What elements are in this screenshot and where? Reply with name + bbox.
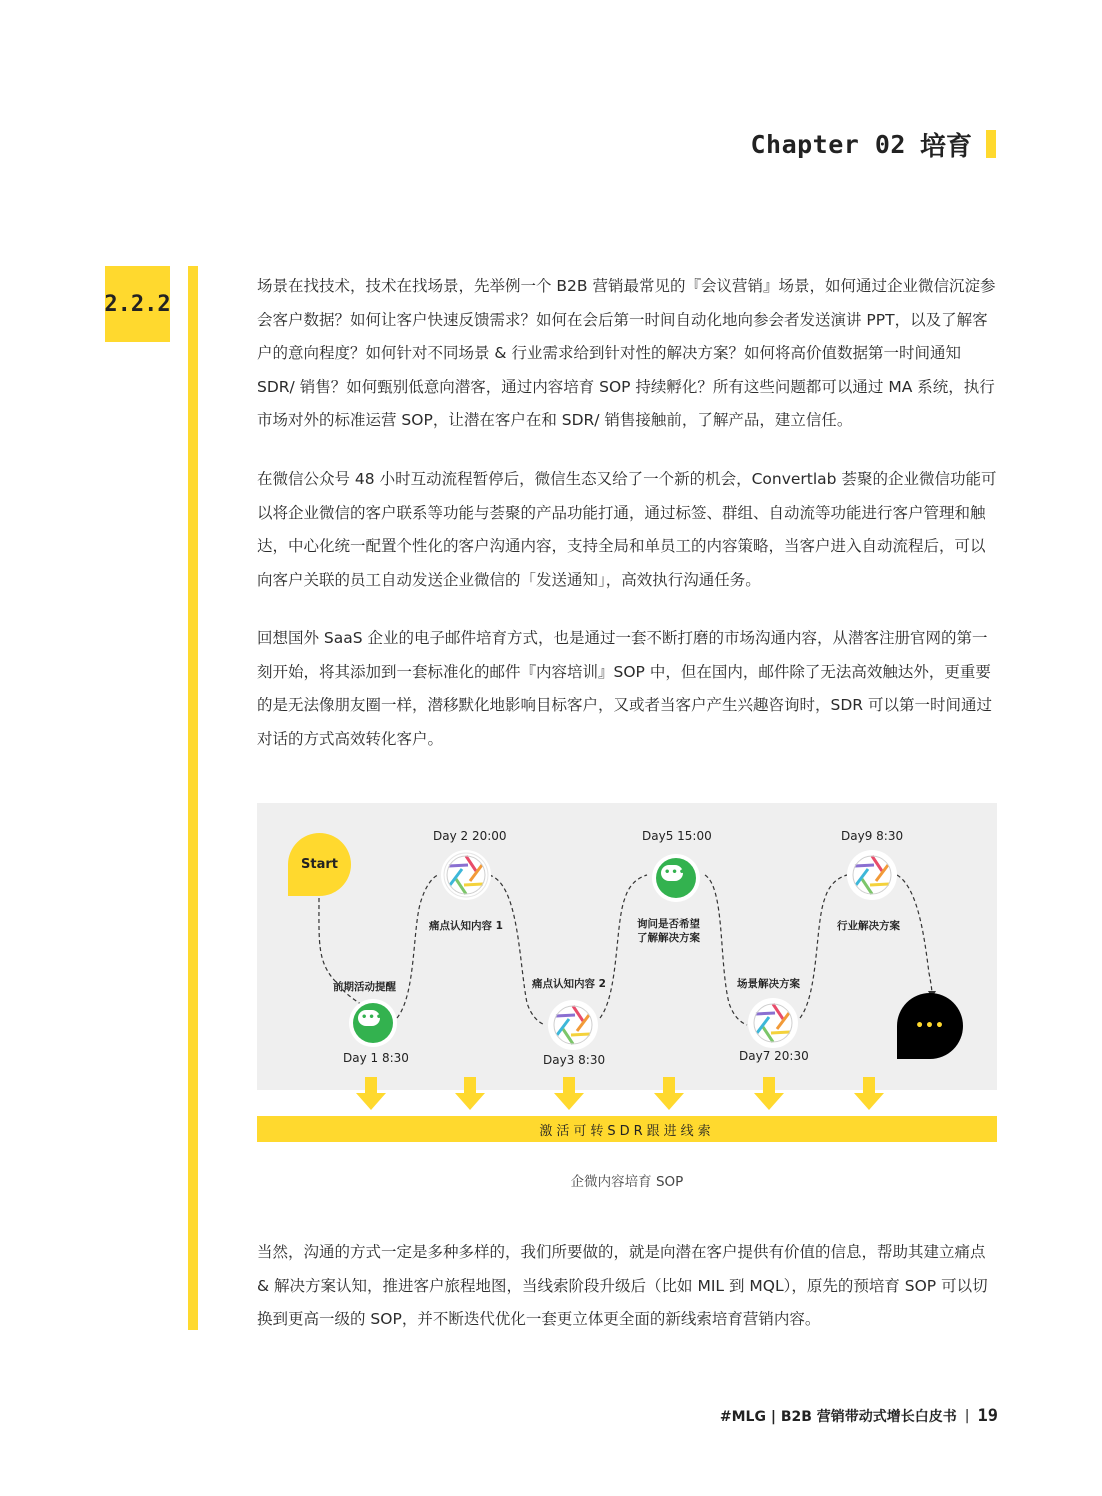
paragraph-1: 场景在找技术，技术在找场景，先举例一个 B2B 营销最常见的『会议营销』场景，如何通过企业微信沉淀参会客户数据？如何让客户快速反馈需求？如何在会后第一时间自动化地向参会者发送演讲 PPT，以及了解客户的意向程度？如何针对不同场景 & 行业需求给到针对性的解决方案？如何将高价值数据第一时间通知 SDR/ 销售？如何甄别低意向潜客，通过内容培育 SOP 持续孵化？所有这些问题都可以通过 MA 系统，执行市场对外的标准运营 SOP，让潜在客户在和 SDR/ 销售接触前，了解产品，建立信任。 bbox=[257, 277, 996, 429]
end-node bbox=[897, 993, 963, 1059]
page-footer bbox=[720, 1406, 998, 1426]
paragraph-4: 当然，沟通的方式一定是多种多样的，我们所要做的，就是向潜在客户提供有价值的信息，帮助其建立痛点 & 解决方案认知，推进客户旅程地图，当线索阶段升级后（比如 MIL 到 MQL），原先的预培育 SOP 可以切换到更高一级的 SOP，并不断迭代优化一套更立体更全面的新线索培育营销内容。 bbox=[257, 1243, 988, 1328]
node-time-day7: Day7 20:30 bbox=[739, 1049, 809, 1063]
start-node bbox=[288, 833, 351, 896]
down-arrow-icon bbox=[753, 1077, 785, 1111]
section-number: 2.2.2 bbox=[104, 291, 171, 317]
down-arrow-icon bbox=[355, 1077, 387, 1111]
connector-day1-day2 bbox=[397, 875, 439, 1018]
node-time-day9: Day9 8:30 bbox=[841, 829, 904, 843]
aperture-icon bbox=[847, 850, 897, 900]
chapter-label: Chapter 02 bbox=[750, 130, 906, 159]
node-time-day5: Day5 15:00 bbox=[642, 829, 712, 843]
footer-separator: | bbox=[964, 1408, 970, 1424]
aperture-icon bbox=[548, 1000, 598, 1050]
node-label-day2: 痛点认知内容 1 bbox=[429, 920, 503, 932]
chapter-title: 培育 bbox=[919, 132, 972, 162]
aperture-icon bbox=[441, 850, 491, 900]
start-label: Start bbox=[301, 857, 338, 872]
section-number-box bbox=[105, 266, 170, 342]
node-label-day7: 场景解决方案 bbox=[737, 978, 800, 990]
sdr-banner bbox=[257, 1116, 997, 1142]
node-label-day5 bbox=[637, 917, 700, 945]
node-label-day3: 痛点认知内容 2 bbox=[532, 978, 606, 990]
banner-text: 激活可转SDR跟进线索 bbox=[539, 1123, 715, 1139]
connector-day5-day7 bbox=[705, 875, 747, 1025]
chat-icon: ••• bbox=[652, 854, 700, 902]
down-arrow-icon bbox=[454, 1077, 486, 1111]
section-side-bar bbox=[188, 266, 198, 1330]
chat-icon: ••• bbox=[349, 999, 397, 1047]
node-label-day5-line1: 询问是否希望 bbox=[637, 918, 700, 930]
chapter-accent-bar bbox=[986, 130, 996, 158]
node-label-day5-line2: 了解解决方案 bbox=[637, 932, 700, 944]
node-time-day1: Day 1 8:30 bbox=[343, 1051, 409, 1065]
down-arrow-icon bbox=[553, 1077, 585, 1111]
chapter-header bbox=[750, 126, 972, 163]
end-label: ••• bbox=[915, 1018, 945, 1034]
footer-title: #MLG | B2B 营销带动式增长白皮书 bbox=[719, 1409, 957, 1425]
page-number: 19 bbox=[977, 1406, 998, 1426]
connector-day2-day3 bbox=[489, 875, 545, 1025]
node-label-day1: 前期活动提醒 bbox=[333, 981, 396, 993]
aperture-icon bbox=[748, 998, 798, 1048]
flow-connectors bbox=[257, 803, 997, 1090]
connector-day9-end bbox=[897, 875, 932, 995]
figure-caption: 企微内容培育 SOP bbox=[570, 1174, 684, 1190]
node-time-day2: Day 2 20:00 bbox=[433, 829, 507, 843]
node-time-day3: Day3 8:30 bbox=[543, 1053, 606, 1067]
down-arrow-icon bbox=[653, 1077, 685, 1111]
connector-day3-day5 bbox=[600, 875, 647, 1018]
connector-day7-day9 bbox=[800, 875, 847, 1018]
paragraph-3: 回想国外 SaaS 企业的电子邮件培育方式，也是通过一套不断打磨的市场沟通内容，从潜客注册官网的第一刻开始，将其添加到一套标准化的邮件『内容培训』SOP 中，但在国内，邮件除了无法高效触达外，更重要的是无法像朋友圈一样，潜移默化地影响目标客户，又或者当客户产生兴趣咨询时，SDR 可以第一时间通过对话的方式高效转化客户。 bbox=[257, 629, 992, 748]
node-label-day9: 行业解决方案 bbox=[837, 920, 900, 932]
sop-flow-diagram bbox=[257, 803, 997, 1090]
paragraph-2: 在微信公众号 48 小时互动流程暂停后，微信生态又给了一个新的机会，Convertlab 荟聚的企业微信功能可以将企业微信的客户联系等功能与荟聚的产品功能打通，通过标签、群组、自动流等功能进行客户管理和触达，中心化统一配置个性化的客户沟通内容，支持全局和单员工的内容策略，当客户进入自动流程后，可以向客户关联的员工自动发送企业微信的「发送通知」，高效执行沟通任务。 bbox=[257, 470, 997, 589]
down-arrow-icon bbox=[853, 1077, 885, 1111]
